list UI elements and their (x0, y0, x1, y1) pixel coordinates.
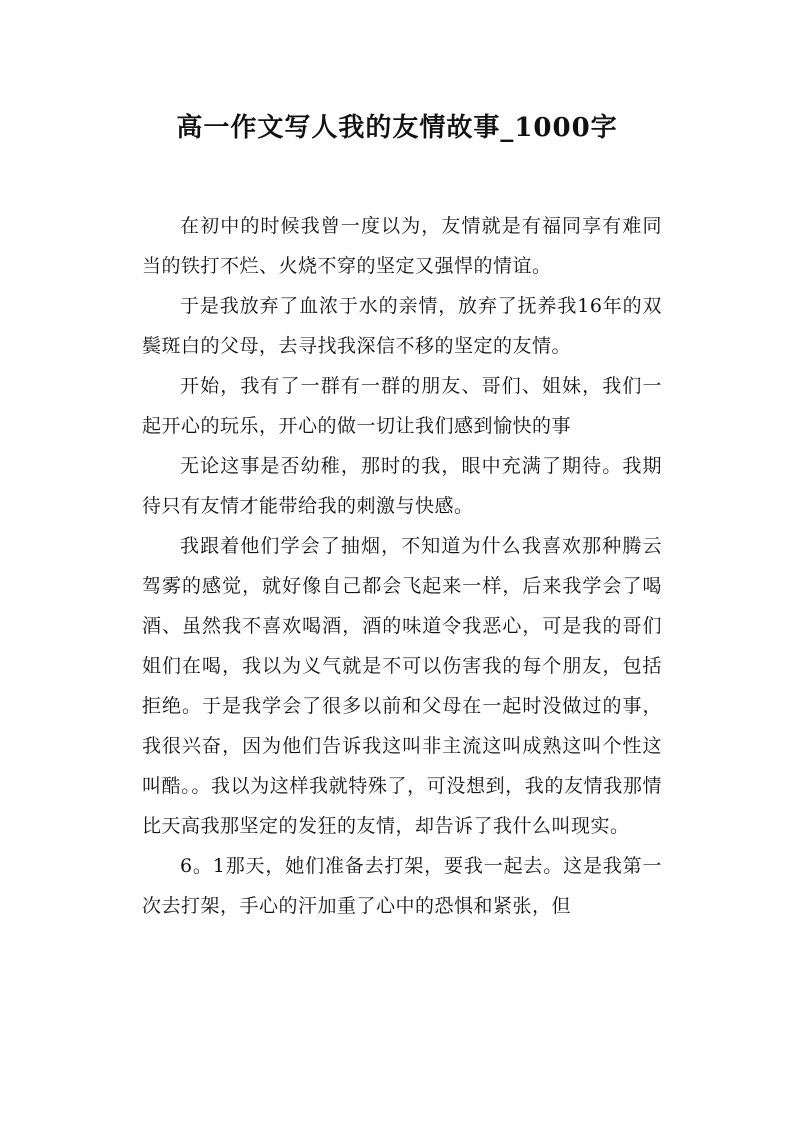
paragraph: 开始，我有了一群有一群的朋友、哥们、姐妹，我们一起开心的玩乐，开心的做一切让我们感到愉快的事 (142, 375, 662, 437)
document-body (142, 206, 662, 926)
paragraph: 于是我放弃了血浓于水的亲情，放弃了抚养我16年的双鬓斑白的父母，去寻找我深信不移的坚定的友情。 (142, 295, 662, 357)
paragraph: 6。1那天，她们准备去打架，要我一起去。这是我第一次去打架，手心的汗加重了心中的恐惧和紧张，但 (142, 855, 662, 917)
paragraph: 无论这事是否幼稚，那时的我，眼中充满了期待。我期待只有友情才能带给我的刺激与快感。 (142, 455, 662, 517)
document-title: 高一作文写人我的友情故事_1000字 (176, 113, 618, 143)
paragraph: 我跟着他们学会了抽烟，不知道为什么我喜欢那种腾云驾雾的感觉，就好像自己都会飞起来一样，后来我学会了喝酒、虽然我不喜欢喝酒，酒的味道令我恶心，可是我的哥们姐们在喝，我以为义气就是不可以伤害我的每个朋友，包括拒绝。于是我学会了很多以前和父母在一起时没做过的事，我很兴奋，因为他们告诉我这叫非主流这叫成熟这叫个性这叫酷。。我以为这样我就特殊了，可没想到，我的友情我那情比天高我那坚定的发狂的友情，却告诉了我什么叫现实。 (142, 535, 662, 837)
paragraph: 在初中的时候我曾一度以为，友情就是有福同享有难同当的铁打不烂、火烧不穿的坚定又强悍的情谊。 (142, 215, 662, 277)
